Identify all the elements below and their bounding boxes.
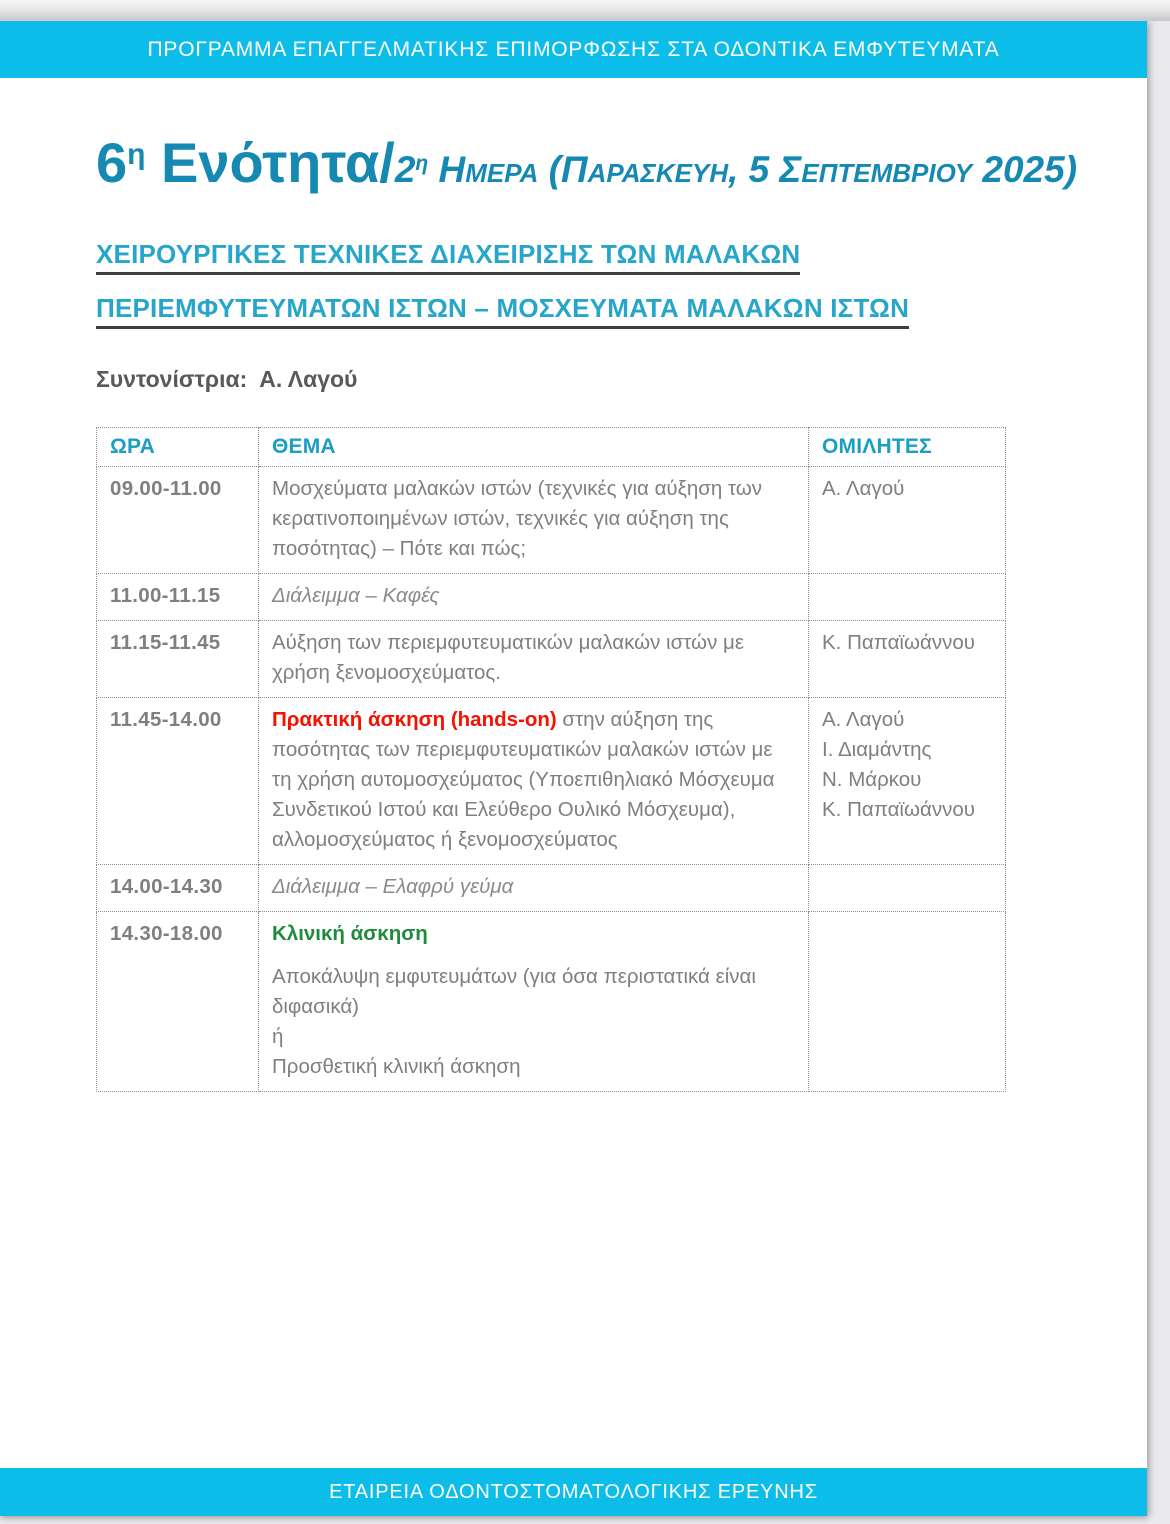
speaker-name: Α. Λαγού xyxy=(822,476,905,500)
subtitle-line-1: ΧΕΙΡΟΥΡΓΙΚΕΣ ΤΕΧΝΙΚΕΣ ΔΙΑΧΕΙΡΙΣΗΣ ΤΩΝ ΜΑΛΑΚΩΝ xyxy=(96,239,1107,270)
program-banner xyxy=(0,21,1147,78)
theme-cell xyxy=(259,697,809,864)
theme-text-segment: Μοσχεύματα μαλακών ιστών (τεχνικές για αύξηση των κερατινοποιημένων ιστών, τεχνικές για αύξηση της ποσότητας) – Πότε και πώς; xyxy=(272,476,763,560)
speaker-name: Κ. Παπαϊωάννου xyxy=(822,630,975,654)
table-row xyxy=(97,573,1006,620)
theme-text-segment: Αποκάλυψη εμφυτευμάτων (για όσα περιστατικά είναι διφασικά) xyxy=(272,964,756,1018)
column-header-theme: ΘΕΜΑ xyxy=(259,427,809,466)
speakers-cell xyxy=(809,466,1006,573)
theme-cell xyxy=(259,911,809,1091)
viewer-top-strip xyxy=(0,0,1170,21)
table-row xyxy=(97,620,1006,697)
coordinator-name: Α. Λαγού xyxy=(259,365,358,392)
title-day xyxy=(395,149,1077,190)
title-unit-label: Ενότητα/ xyxy=(145,131,395,194)
time-cell: 11.45-14.00 xyxy=(97,697,259,864)
theme-cell xyxy=(259,466,809,573)
speaker-name: Α. Λαγού xyxy=(822,707,905,731)
footer-banner-text: ΕΤΑΙΡΕΙΑ ΟΔΟΝΤΟΣΤΟΜΑΤΟΛΟΓΙΚΗΣ ΕΡΕΥΝΗΣ xyxy=(329,1480,818,1503)
table-header-row xyxy=(97,427,1006,466)
document-page xyxy=(0,21,1147,1516)
title-day-label: Ημερα (Παρασκευη, 5 Σεπτεμβριου 2025) xyxy=(428,149,1078,190)
theme-cell xyxy=(259,864,809,911)
theme-text-segment: Προσθετική κλινική άσκηση xyxy=(272,1054,521,1078)
theme-text-segment: Κλινική άσκηση xyxy=(272,921,428,945)
time-cell: 11.15-11.45 xyxy=(97,620,259,697)
column-header-time: ΩΡΑ xyxy=(97,427,259,466)
table-row xyxy=(97,911,1006,1091)
speakers-cell xyxy=(809,911,1006,1091)
program-banner-text: ΠΡΟΓΡΑΜΜΑ ΕΠΑΓΓΕΛΜΑΤΙΚΗΣ ΕΠΙΜΟΡΦΩΣΗΣ ΣΤΑ ΟΔΟΝΤΙΚΑ ΕΜΦΥΤΕΥΜΑΤΑ xyxy=(147,37,1000,61)
page-content xyxy=(0,131,1147,1092)
page-title xyxy=(96,131,1078,194)
theme-cell xyxy=(259,620,809,697)
speaker-name: Ι. Διαμάντης xyxy=(822,737,932,761)
speakers-cell xyxy=(809,697,1006,864)
speakers-cell xyxy=(809,864,1006,911)
theme-text-segment: στην αύξηση της ποσότητας των περιεμφυτευματικών μαλακών ιστών με τη χρήση αυτομοσχεύματος (Υποεπιθηλιακό Μόσχευμα Συνδετικού Ιστού και Ελεύθερο Ουλικό Μόσχευμα), αλλομοσχεύματος ή ξενομοσχεύματος xyxy=(272,707,775,851)
schedule-table xyxy=(96,427,1006,1092)
coordinator-line xyxy=(96,366,1107,393)
time-cell: 09.00-11.00 xyxy=(97,466,259,573)
title-unit-number: 6 xyxy=(96,131,128,194)
speaker-name: Κ. Παπαϊωάννου xyxy=(822,797,975,821)
section-subtitle xyxy=(96,239,1107,324)
time-cell: 14.00-14.30 xyxy=(97,864,259,911)
title-day-number: 2 xyxy=(394,149,416,190)
title-unit-ordinal: η xyxy=(127,138,146,171)
speakers-cell xyxy=(809,620,1006,697)
theme-text-segment: Πρακτική άσκηση (hands-on) xyxy=(272,707,557,731)
time-cell: 14.30-18.00 xyxy=(97,911,259,1091)
coordinator-label: Συντονίστρια: xyxy=(96,365,248,392)
title-unit xyxy=(96,131,395,194)
theme-text-segment: Διάλειμμα – Καφές xyxy=(272,583,440,607)
theme-text-segment: Διάλειμμα – Ελαφρύ γεύμα xyxy=(272,874,514,898)
speakers-cell xyxy=(809,573,1006,620)
speaker-name: Ν. Μάρκου xyxy=(822,767,922,791)
title-day-ordinal: η xyxy=(415,152,429,175)
table-row xyxy=(97,697,1006,864)
column-header-speakers: ΟΜΙΛΗΤΕΣ xyxy=(809,427,1006,466)
subtitle-line-2: ΠΕΡΙΕΜΦΥΤΕΥΜΑΤΩΝ ΙΣΤΩΝ – ΜΟΣΧΕΥΜΑΤΑ ΜΑΛΑΚΩΝ ΙΣΤΩΝ xyxy=(96,293,1107,324)
theme-cell xyxy=(259,573,809,620)
time-cell: 11.00-11.15 xyxy=(97,573,259,620)
footer-banner xyxy=(0,1468,1147,1516)
theme-text-segment: Αύξηση των περιεμφυτευματικών μαλακών ιστών με χρήση ξενομοσχεύματος. xyxy=(272,630,744,684)
theme-text-segment: ή xyxy=(272,1024,284,1048)
table-row xyxy=(97,864,1006,911)
schedule-table-body xyxy=(97,466,1006,1091)
table-row xyxy=(97,466,1006,573)
